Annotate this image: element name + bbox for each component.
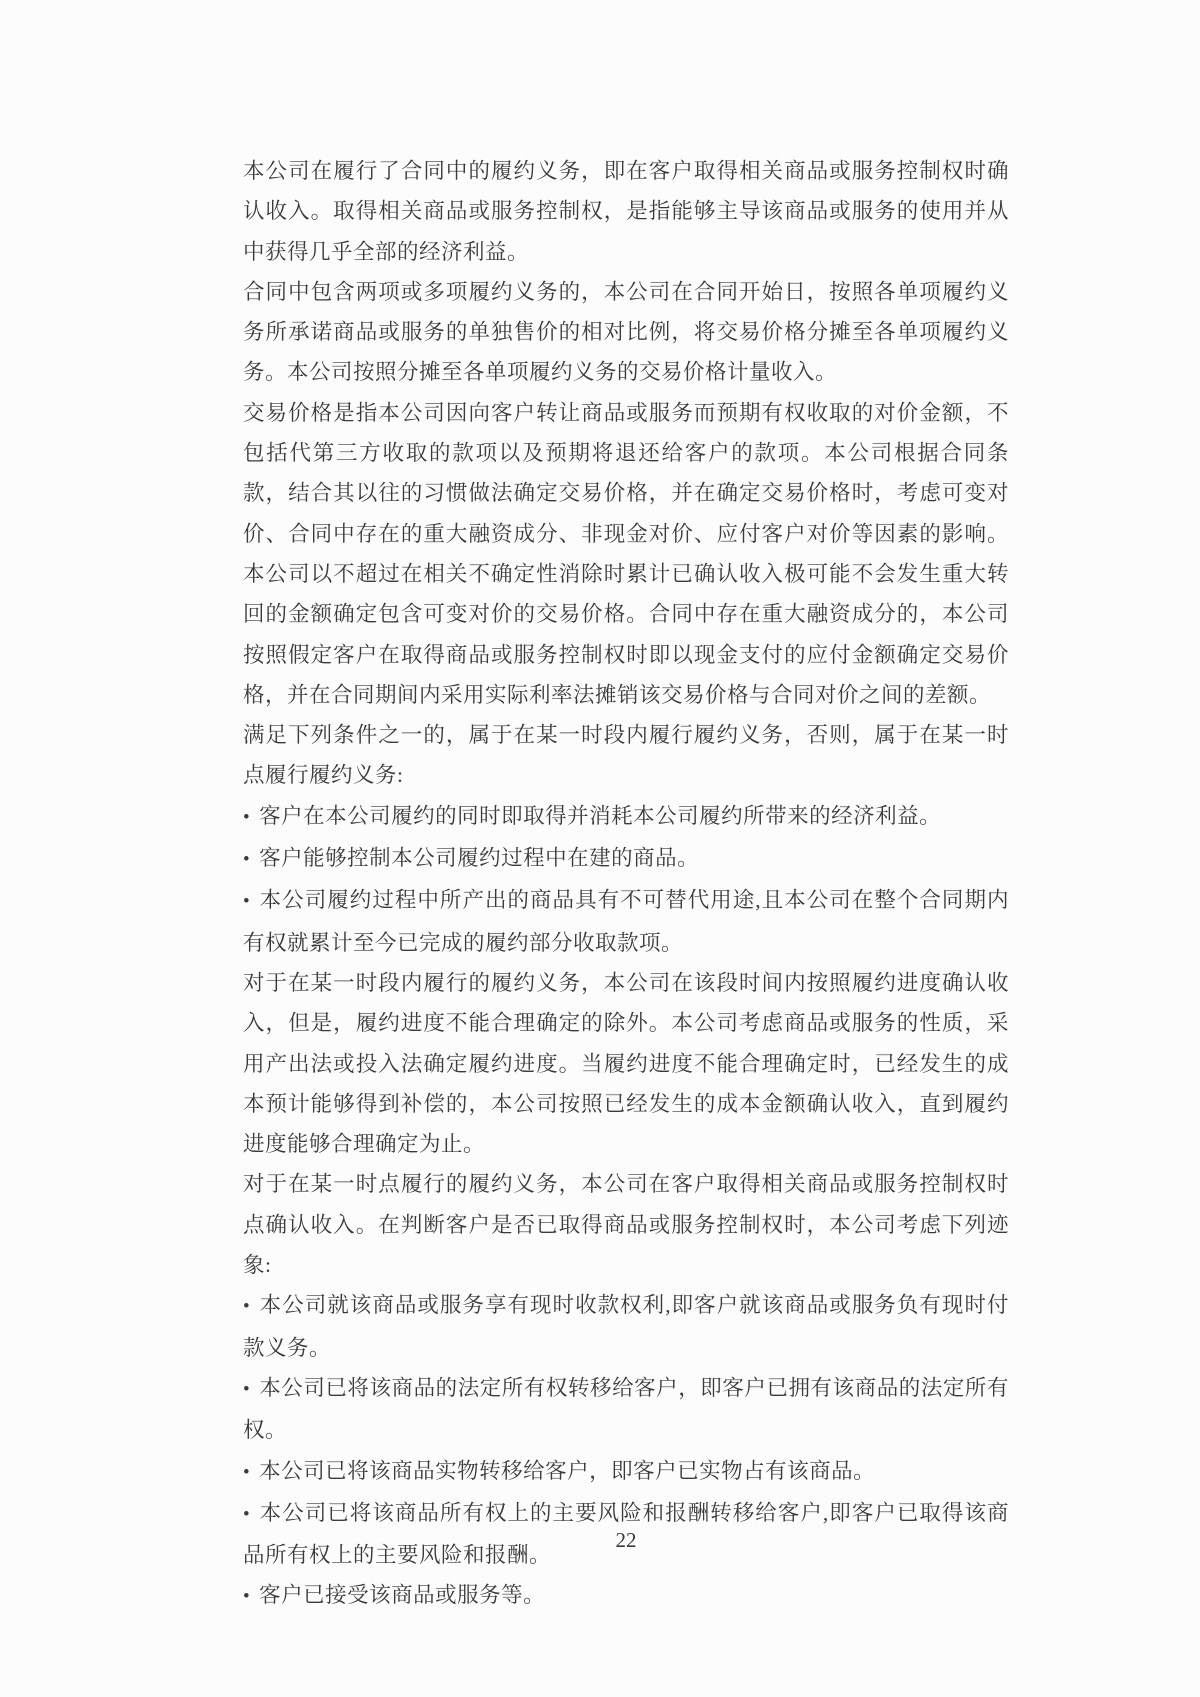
paragraph-text: 客户能够控制本公司履约过程中在建的商品。 bbox=[259, 846, 700, 871]
bullet-item bbox=[243, 838, 1009, 880]
bullet-item bbox=[243, 1575, 1009, 1617]
document-body bbox=[243, 151, 1009, 1618]
paragraph bbox=[243, 272, 1009, 393]
paragraph-text: 满足下列条件之一的，属于在某一时段内履行履约义务，否则，属于在某一时点履行履约义务: bbox=[243, 723, 1009, 788]
paragraph bbox=[243, 963, 1009, 1164]
paragraph-text: 客户已接受该商品或服务等。 bbox=[259, 1583, 546, 1608]
page-number: 22 bbox=[615, 1528, 637, 1552]
bullet-icon: • bbox=[243, 891, 251, 913]
bullet-icon: • bbox=[243, 1586, 251, 1608]
paragraph-text: 交易价格是指本公司因向客户转让商品或服务而预期有权收取的对价金额，不包括代第三方收取的款项以及预期将退还给客户的款项。本公司根据合同条款，结合其以往的习惯做法确定交易价格，并在确定交易价格时，考虑可变对价、合同中存在的重大融资成分、非现金对价、应付客户对价等因素的影响。本公司以不超过在相关不确定性消除时累计已确认收入极可能不会发生重大转回的金额确定包含可变对价的交易价格。合同中存在重大融资成分的，本公司按照假定客户在取得商品或服务控制权时即以现金支付的应付金额确定交易价格，并在合同期间内采用实际利率法摊销该交易价格与合同对价之间的差额。 bbox=[243, 400, 1009, 707]
bullet-icon: • bbox=[243, 849, 251, 871]
paragraph-text: 客户在本公司履约的同时即取得并消耗本公司履约所带来的经济利益。 bbox=[259, 803, 942, 828]
paragraph bbox=[243, 393, 1009, 715]
bullet-item bbox=[243, 1368, 1009, 1451]
paragraph-text: 对于在某一时段内履行的履约义务，本公司在该段时间内按照履约进度确认收入，但是，履约进度不能合理确定的除外。本公司考虑商品或服务的性质，采用产出法或投入法确定履约进度。当履约进度不能合理确定时，已经发生的成本预计能够得到补偿的，本公司按照已经发生的成本金额确认收入，直到履约进度能够合理确定为止。 bbox=[243, 970, 1009, 1157]
paragraph bbox=[243, 1164, 1009, 1285]
paragraph-text: 本公司在履行了合同中的履约义务，即在客户取得相关商品或服务控制权时确认收入。取得相关商品或服务控制权，是指能够主导该商品或服务的使用并从中获得几乎全部的经济利益。 bbox=[243, 159, 1009, 264]
bullet-icon: • bbox=[243, 1378, 251, 1400]
bullet-icon: • bbox=[243, 806, 251, 828]
bullet-icon: • bbox=[243, 1461, 251, 1483]
bullet-item bbox=[243, 1451, 1009, 1493]
bullet-item bbox=[243, 880, 1009, 963]
bullet-item bbox=[243, 1285, 1009, 1368]
paragraph-text: 本公司已将该商品的法定所有权转移给客户，即客户已拥有该商品的法定所有权。 bbox=[243, 1375, 1009, 1443]
paragraph-text: 本公司已将该商品实物转移给客户，即客户已实物占有该商品。 bbox=[259, 1458, 876, 1483]
bullet-icon: • bbox=[243, 1296, 251, 1318]
paragraph-text: 本公司就该商品或服务享有现时收款权利,即客户就该商品或服务负有现时付款义务。 bbox=[243, 1293, 1009, 1360]
paragraph-text: 本公司履约过程中所产出的商品具有不可替代用途,且本公司在整个合同期内有权就累计至今已完成的履约部分收取款项。 bbox=[243, 888, 1009, 955]
bullet-item bbox=[243, 796, 1009, 838]
paragraph bbox=[243, 151, 1009, 272]
paragraph-text: 对于在某一时点履行的履约义务，本公司在客户取得相关商品或服务控制权时点确认收入。在判断客户是否已取得商品或服务控制权时，本公司考虑下列迹象: bbox=[243, 1172, 1009, 1278]
paragraph-text: 本公司已将该商品所有权上的主要风险和报酬转移给客户,即客户已取得该商品所有权上的主要风险和报酬。 bbox=[243, 1500, 1009, 1568]
paragraph bbox=[243, 715, 1009, 796]
bullet-icon: • bbox=[243, 1503, 251, 1525]
paragraph-text: 合同中包含两项或多项履约义务的，本公司在合同开始日，按照各单项履约义务所承诺商品或服务的单独售价的相对比例，将交易价格分摊至各单项履约义务。本公司按照分摊至各单项履约义务的交易价格计量收入。 bbox=[243, 279, 1009, 385]
